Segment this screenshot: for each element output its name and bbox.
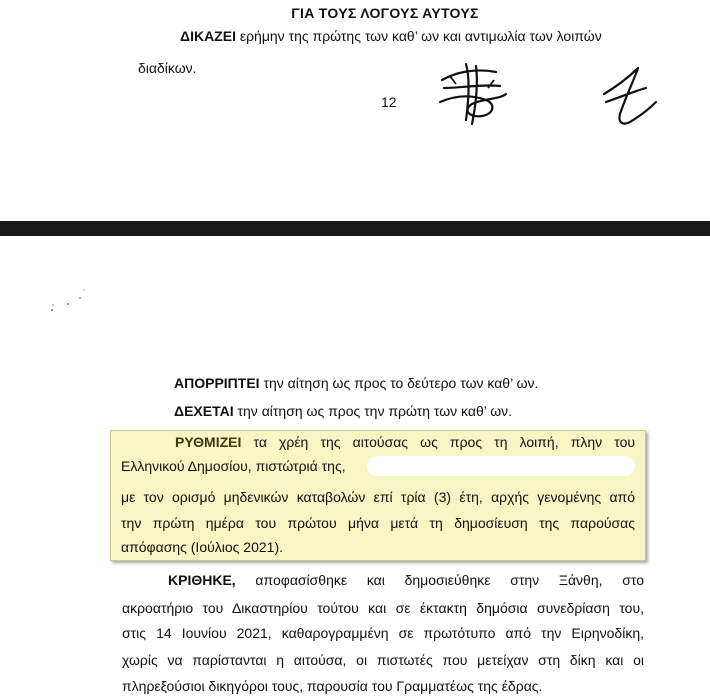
rejects-text: την αίτηση ως προς το δεύτερο των καθ’ ων. — [259, 375, 539, 391]
regulates-line-2: Ελληνικού Δημοσίου, πιστώτριά της, — [121, 458, 346, 474]
closing-line-2: ακροατήριο του Δικαστηρίου τούτου και σε έκτακτη δημόσια συνεδρίαση του, — [122, 600, 644, 616]
closing-line-4: χωρίς να παρίστανται η αιτούσα, οι πιστωτές που μετείχαν στη δίκη και οι — [122, 652, 644, 668]
rejects-line — [174, 375, 538, 391]
closing-text-1: αποφασίσθηκε και δημοσιεύθηκε στην Ξάνθη, στο — [255, 572, 644, 588]
closing-line-3: στις 14 Ιουνίου 2021, καθαρογραμμένη σε πρωτότυπο από την Ειρηνοδίκη, — [122, 625, 644, 641]
regulates-text-1: τα χρέη της αιτούσας ως προς τη λοιπή, πλην του — [253, 434, 636, 450]
rejects-keyword: ΑΠΟΡΡΙΠΤΕΙ — [174, 375, 260, 391]
closing-line-5: πληρεξούσιοι δικηγόροι τους, παρουσία του Γραμματέως της έδρας. — [122, 678, 543, 694]
redaction-block — [367, 456, 635, 476]
highlighted-paragraph — [110, 430, 646, 561]
verdict-keyword: ΔΙΚΑΖΕΙ — [180, 28, 236, 44]
closing-keyword: ΚΡΙΘΗΚΕ, — [168, 572, 236, 588]
closing-line-1 — [168, 572, 644, 588]
regulates-line-1 — [175, 434, 635, 450]
scan-specks — [48, 286, 88, 316]
verdict-line-1 — [180, 28, 602, 44]
page-divider — [0, 221, 710, 236]
regulates-line-4: την πρώτη ημέρα του πρώτου μήνα μετά τη δημοσίευση της παρούσας — [121, 515, 635, 531]
accepts-keyword: ΔΕΧΕΤΑΙ — [174, 403, 234, 419]
section-heading: ΓΙΑ ΤΟΥΣ ΛΟΓΟΥΣ ΑΥΤΟΥΣ — [291, 5, 479, 21]
page-number: 12 — [381, 94, 397, 110]
accepts-line — [174, 403, 512, 419]
verdict-line-2: διαδίκων. — [138, 60, 197, 76]
regulates-line-5: απόφασης (Ιούλιος 2021). — [121, 539, 283, 555]
signature-1 — [436, 58, 512, 128]
regulates-line-3: με τον ορισμό μηδενικών καταβολών επί τρία (3) έτη, αρχής γενομένης από — [121, 489, 635, 505]
signature-2 — [598, 58, 662, 130]
regulates-keyword: ΡΥΘΜΙΖΕΙ — [175, 434, 242, 450]
accepts-text: την αίτηση ως προς την πρώτη των καθ’ ων. — [233, 403, 513, 419]
verdict-text-1: ερήμην της πρώτης των καθ’ ων και αντιμωλία των λοιπών — [235, 28, 602, 44]
